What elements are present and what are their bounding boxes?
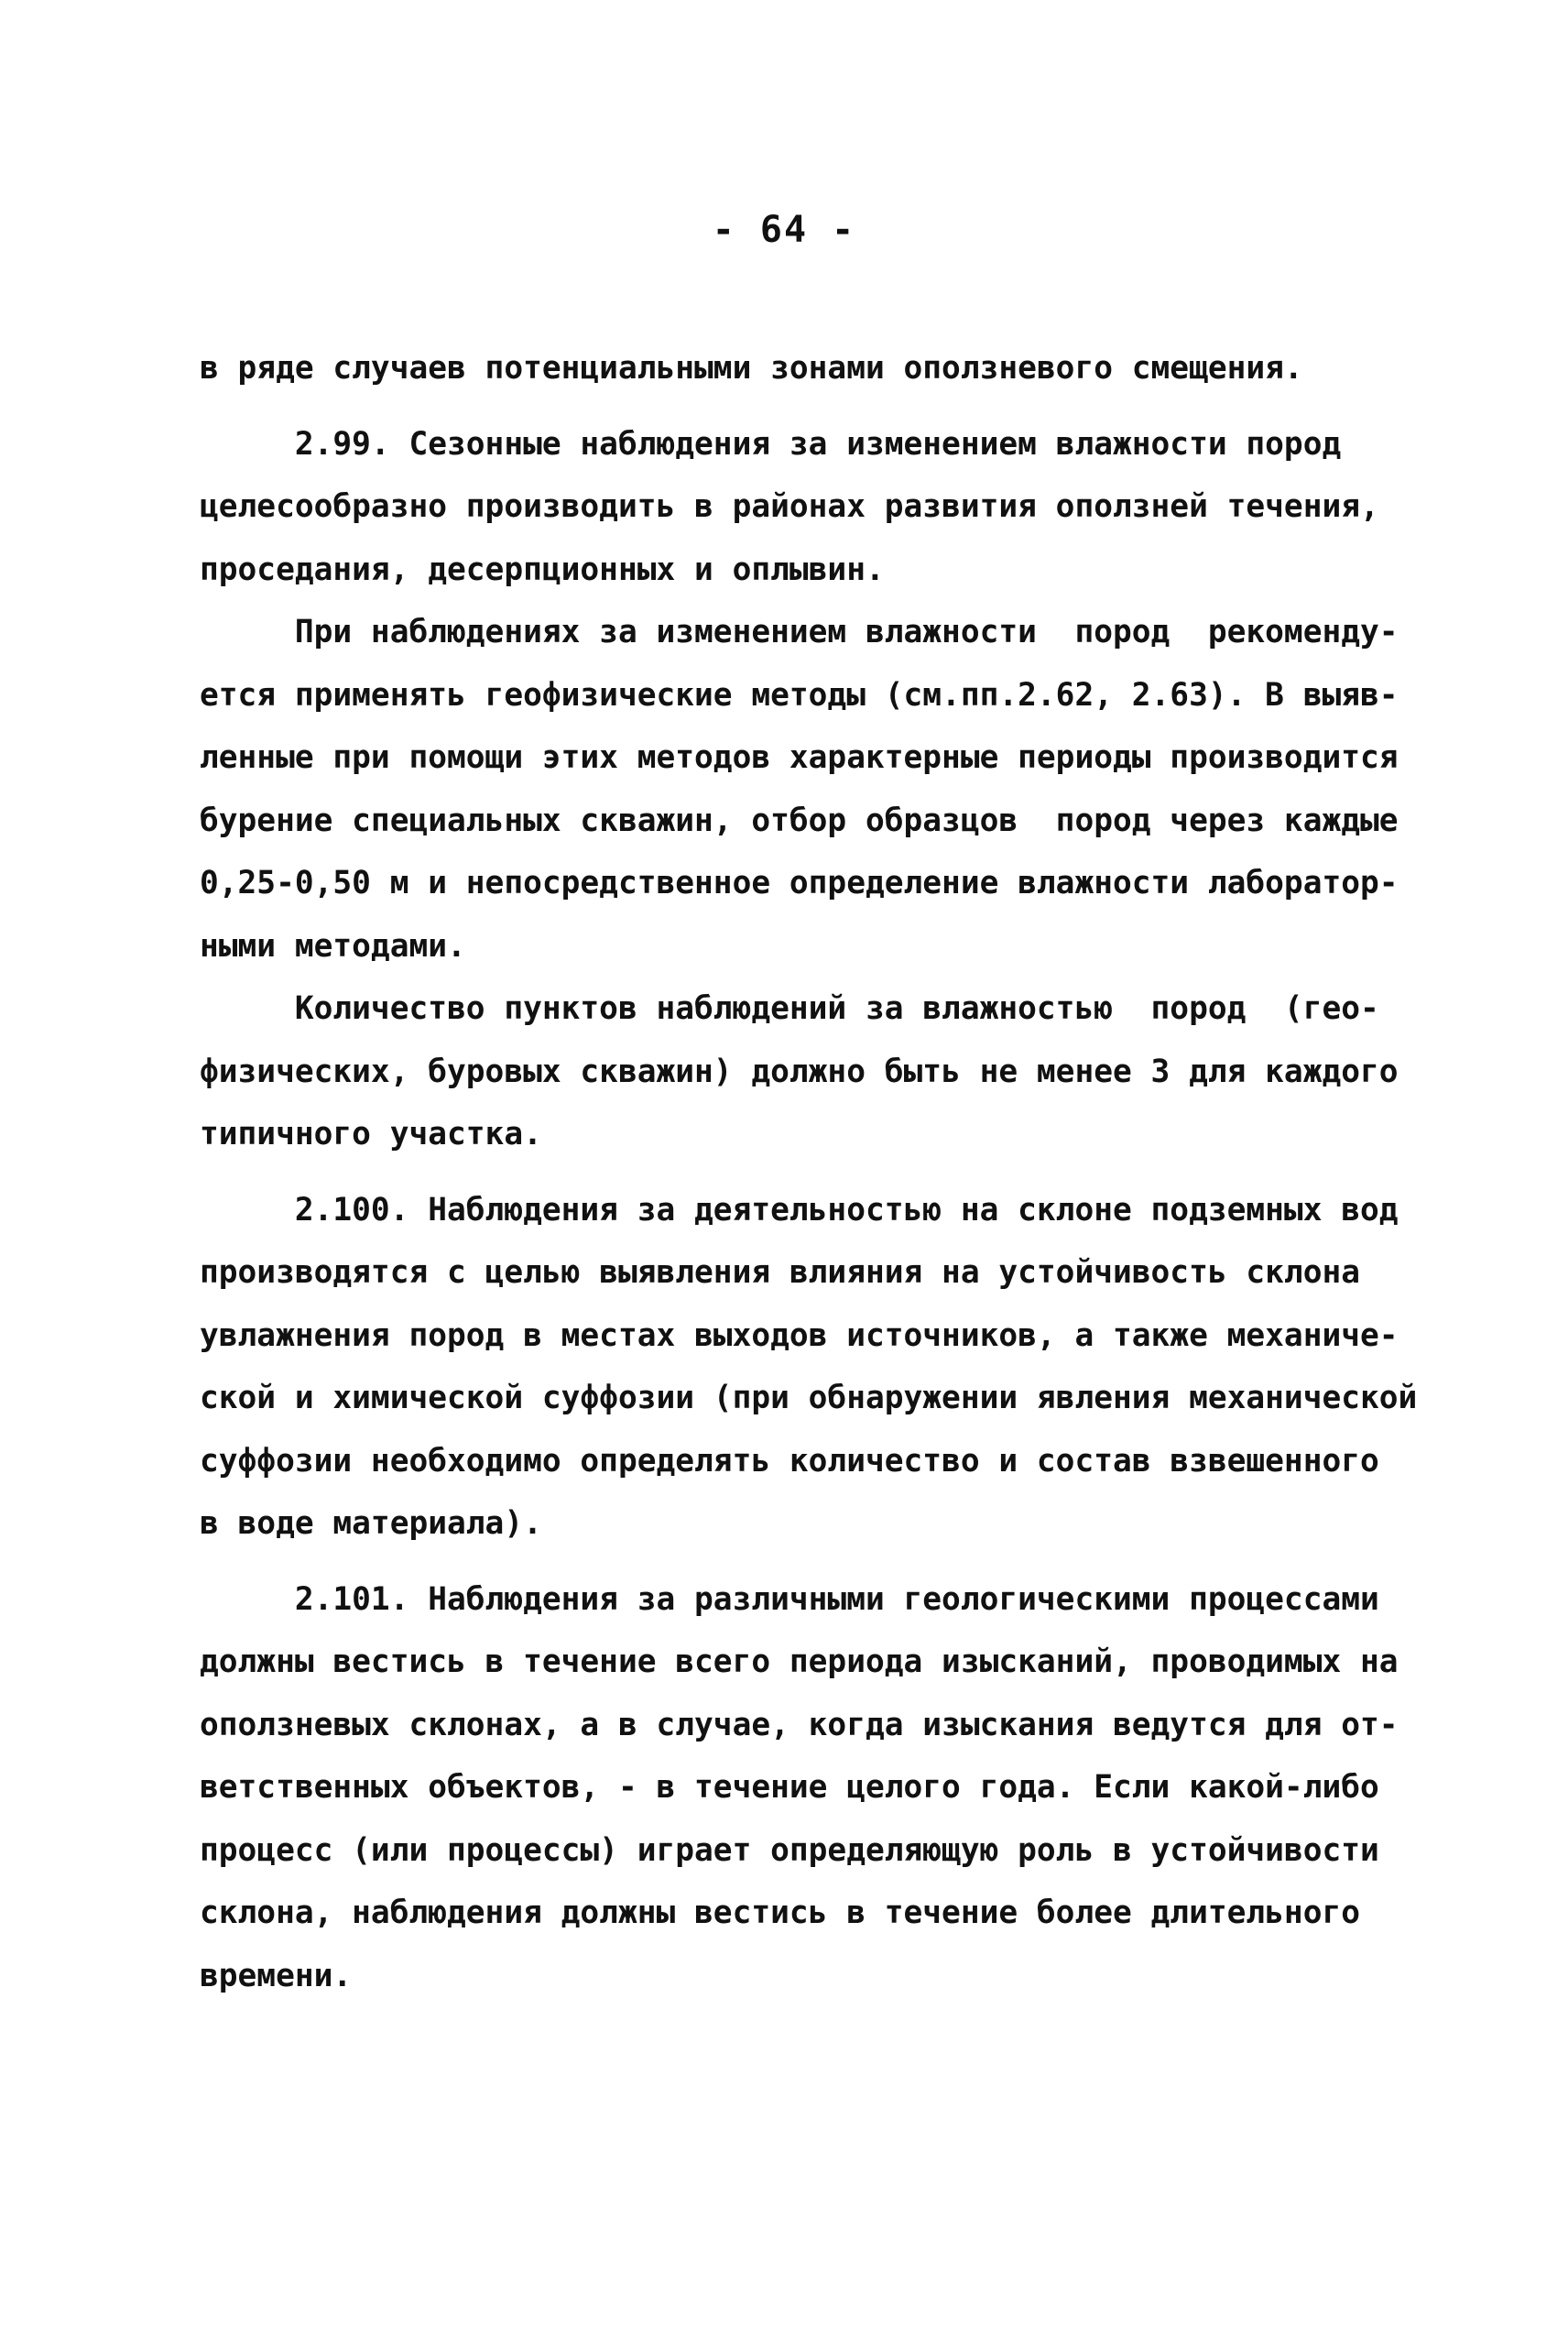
paragraph xyxy=(200,1179,1427,1556)
text-line: При наблюдениях за изменением влажности пород рекоменду- xyxy=(200,614,1399,650)
text-line: физических, буровых скважин) должно быть не менее 3 для каждого xyxy=(200,1053,1399,1090)
body-text xyxy=(200,337,1427,2007)
paragraph xyxy=(200,413,1427,602)
text-line: 2.99. Сезонные наблюдения за изменением влажности пород xyxy=(200,425,1342,463)
text-line: 2.100. Наблюдения за деятельностью на склоне подземных вод xyxy=(200,1191,1399,1229)
paragraph-gap xyxy=(200,400,1427,413)
text-line: проседания, десерпционных и оплывин. xyxy=(200,551,885,588)
text-line: времени. xyxy=(200,1957,353,1994)
text-line: в ряде случаев потенциальными зонами оползневого смещения. xyxy=(200,350,1303,387)
text-line: процесс (или процессы) играет определяющую роль в устойчивости xyxy=(200,1831,1379,1869)
text-line: типичного участка. xyxy=(200,1116,542,1152)
text-line: ется применять геофизические методы (см.пп.2.62, 2.63). В выяв- xyxy=(200,676,1399,714)
text-line: должны вестись в течение всего периода изысканий, проводимых на xyxy=(200,1643,1399,1680)
paragraph xyxy=(200,977,1427,1166)
text-line: производятся с целью выявления влияния на устойчивость склона xyxy=(200,1254,1361,1291)
text-line: Количество пунктов наблюдений за влажностью пород (гео- xyxy=(200,990,1379,1027)
paragraph xyxy=(200,337,1427,400)
text-line: суффозии необходимо определять количество и состав взвешенного xyxy=(200,1442,1379,1480)
page-number: - 64 - xyxy=(712,209,856,251)
paragraph xyxy=(200,601,1427,977)
text-line: склона, наблюдения должны вестись в течение более длительного xyxy=(200,1895,1361,1931)
text-line: бурение специальных скважин, отбор образцов пород через каждые xyxy=(200,802,1399,839)
text-line: в воде материала). xyxy=(200,1505,542,1542)
text-line: 2.101. Наблюдения за различными геологическими процессами xyxy=(200,1580,1379,1618)
text-line: увлажнения пород в местах выходов источников, а также механиче- xyxy=(200,1316,1399,1354)
text-line: ными методами. xyxy=(200,927,466,965)
text-line: ленные при помощи этих методов характерные периоды производится xyxy=(200,739,1399,776)
paragraph xyxy=(200,1568,1427,2008)
text-line: ской и химической суффозии (при обнаружении явления механической xyxy=(200,1380,1418,1416)
text-line: 0,25-0,50 м и непосредственное определение влажности лаборатор- xyxy=(200,865,1399,901)
text-line: ветственных объектов, - в течение целого года. Если какой-либо xyxy=(200,1769,1379,1806)
text-line: целесообразно производить в районах развития оползней течения, xyxy=(200,488,1379,525)
paragraph-gap xyxy=(200,1166,1427,1179)
text-line: оползневых склонах, а в случае, когда изыскания ведутся для от- xyxy=(200,1706,1399,1743)
paragraph-gap xyxy=(200,1556,1427,1568)
